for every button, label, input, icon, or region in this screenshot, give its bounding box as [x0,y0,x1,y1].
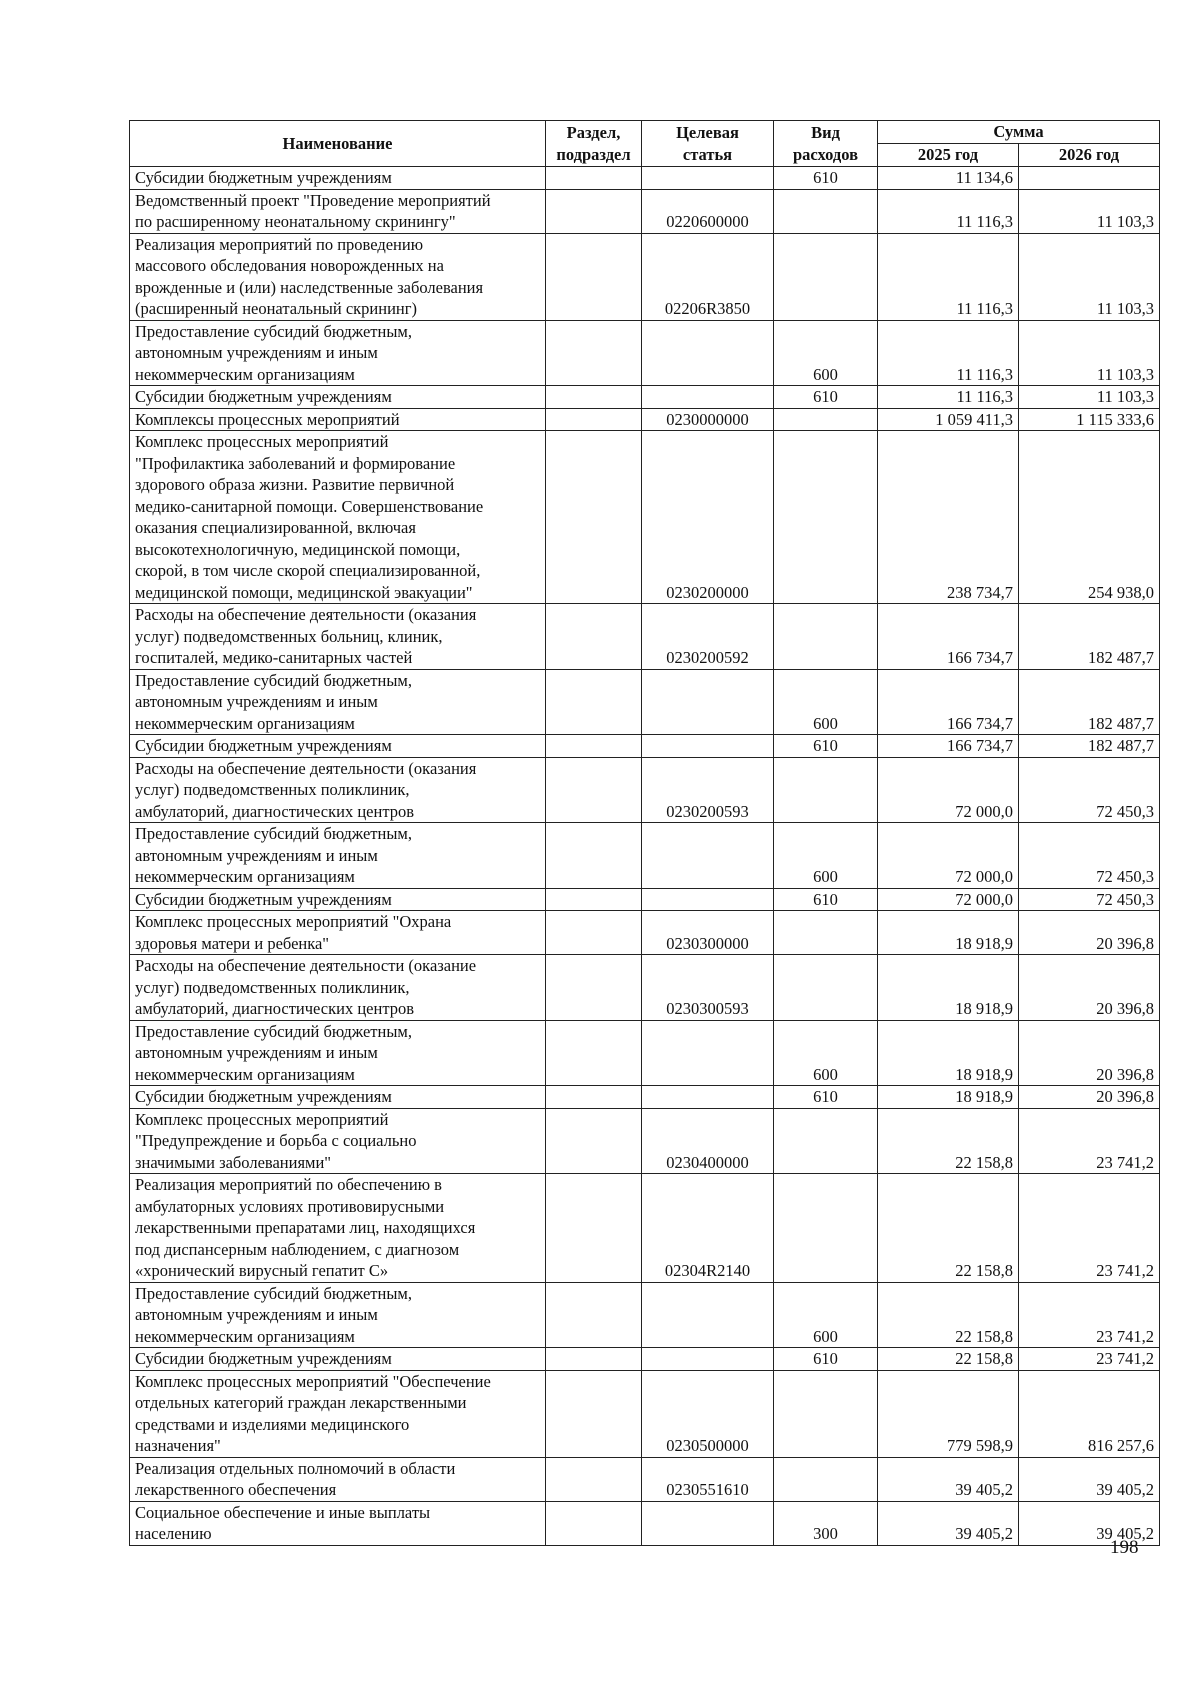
cell-section [546,1282,642,1348]
cell-sum-2025: 72 000,0 [878,757,1019,823]
cell-name: Субсидии бюджетным учреждениям [130,167,546,190]
table-row [130,233,1160,320]
table-row [130,386,1160,409]
cell-sum-2025: 11 116,3 [878,233,1019,320]
table-row [130,1348,1160,1371]
cell-sum-2025: 1 059 411,3 [878,408,1019,431]
cell-sum-2025: 18 918,9 [878,911,1019,955]
cell-sum-2025: 18 918,9 [878,1086,1019,1109]
cell-expense-type [774,233,878,320]
cell-name: Субсидии бюджетным учреждениям [130,1348,546,1371]
cell-name: Социальное обеспечение и иные выплаты населению [130,1501,546,1545]
cell-sum-2025: 39 405,2 [878,1501,1019,1545]
cell-sum-2025: 779 598,9 [878,1370,1019,1457]
table-row [130,1370,1160,1457]
cell-section [546,669,642,735]
table-row [130,1282,1160,1348]
cell-name: Предоставление субсидий бюджетным, автономным учреждениям и иным некоммерческим организациям [130,1020,546,1086]
cell-sum-2025: 22 158,8 [878,1348,1019,1371]
cell-sum-2025: 11 116,3 [878,189,1019,233]
cell-sum-2026: 39 405,2 [1019,1501,1160,1545]
cell-expense-type [774,911,878,955]
cell-expense-type [774,955,878,1021]
cell-expense-type: 610 [774,888,878,911]
cell-expense-type: 600 [774,823,878,889]
cell-name: Ведомственный проект "Проведение мероприятий по расширенному неонатальному скринингу" [130,189,546,233]
cell-expense-type [774,1108,878,1174]
cell-name: Субсидии бюджетным учреждениям [130,1086,546,1109]
cell-sum-2026: 23 741,2 [1019,1108,1160,1174]
table-row [130,167,1160,190]
cell-name: Реализация отдельных полномочий в области лекарственного обеспечения [130,1457,546,1501]
cell-expense-type [774,1457,878,1501]
header-name: Наименование [130,121,546,167]
cell-target [642,823,774,889]
cell-section [546,757,642,823]
cell-section [546,320,642,386]
cell-sum-2026: 11 103,3 [1019,189,1160,233]
cell-expense-type: 600 [774,1020,878,1086]
cell-sum-2025: 166 734,7 [878,669,1019,735]
cell-name: Комплекс процессных мероприятий "Охрана здоровья матери и ребенка" [130,911,546,955]
cell-section [546,911,642,955]
cell-name: Расходы на обеспечение деятельности (оказания услуг) подведомственных больниц, клиник, госпиталей, медико-санитарных частей [130,604,546,670]
table-row [130,1501,1160,1545]
cell-target [642,386,774,409]
cell-expense-type: 610 [774,1086,878,1109]
table-row [130,408,1160,431]
cell-expense-type: 600 [774,1282,878,1348]
cell-sum-2026: 182 487,7 [1019,604,1160,670]
budget-table [129,120,1160,1546]
table-header [130,121,1160,167]
cell-section [546,431,642,604]
cell-section [546,233,642,320]
cell-target [642,735,774,758]
cell-target [642,1020,774,1086]
cell-sum-2025: 238 734,7 [878,431,1019,604]
page-number: 198 [1110,1537,1139,1558]
cell-name: Комплексы процессных мероприятий [130,408,546,431]
cell-sum-2025: 11 134,6 [878,167,1019,190]
cell-sum-2025: 72 000,0 [878,888,1019,911]
cell-expense-type [774,604,878,670]
cell-sum-2026: 20 396,8 [1019,1020,1160,1086]
cell-sum-2026: 72 450,3 [1019,888,1160,911]
cell-target: 0230551610 [642,1457,774,1501]
cell-name: Реализация мероприятий по обеспечению в амбулаторных условиях противовирусными лекарственными препаратами лиц, находящихся под диспансерным наблюдением, с диагнозом «хронический вирусный гепатит С» [130,1174,546,1283]
table-row [130,431,1160,604]
cell-sum-2025: 166 734,7 [878,604,1019,670]
table-row [130,1457,1160,1501]
cell-sum-2026: 20 396,8 [1019,955,1160,1021]
cell-sum-2025: 18 918,9 [878,955,1019,1021]
cell-name: Субсидии бюджетным учреждениям [130,386,546,409]
cell-name: Субсидии бюджетным учреждениям [130,888,546,911]
table-row [130,1086,1160,1109]
cell-sum-2026 [1019,167,1160,190]
header-target: Целевая статья [642,121,774,167]
cell-name: Комплекс процессных мероприятий "Обеспечение отдельных категорий граждан лекарственными средствами и изделиями медицинского назначения" [130,1370,546,1457]
cell-sum-2026: 11 103,3 [1019,233,1160,320]
cell-sum-2025: 39 405,2 [878,1457,1019,1501]
header-year-2025: 2025 год [878,144,1019,167]
cell-name: Предоставление субсидий бюджетным, автономным учреждениям и иным некоммерческим организациям [130,1282,546,1348]
cell-target: 0230200593 [642,757,774,823]
cell-name: Предоставление субсидий бюджетным, автономным учреждениям и иным некоммерческим организациям [130,320,546,386]
cell-sum-2025: 22 158,8 [878,1174,1019,1283]
cell-target: 0230200000 [642,431,774,604]
cell-sum-2026: 72 450,3 [1019,823,1160,889]
cell-expense-type: 610 [774,386,878,409]
cell-expense-type [774,189,878,233]
cell-target [642,320,774,386]
cell-name: Расходы на обеспечение деятельности (оказания услуг) подведомственных поликлиник, амбулаторий, диагностических центров [130,757,546,823]
table-row [130,735,1160,758]
cell-target [642,1501,774,1545]
cell-expense-type: 610 [774,1348,878,1371]
cell-section [546,1501,642,1545]
table-row [130,955,1160,1021]
cell-sum-2026: 816 257,6 [1019,1370,1160,1457]
cell-target: 0230200592 [642,604,774,670]
table-row [130,1174,1160,1283]
header-year-2026: 2026 год [1019,144,1160,167]
cell-expense-type: 300 [774,1501,878,1545]
cell-target [642,888,774,911]
cell-name: Предоставление субсидий бюджетным, автономным учреждениям и иным некоммерческим организациям [130,669,546,735]
cell-target [642,669,774,735]
cell-sum-2026: 20 396,8 [1019,911,1160,955]
cell-section [546,604,642,670]
header-section: Раздел, подраздел [546,121,642,167]
cell-target: 0230300000 [642,911,774,955]
cell-expense-type: 610 [774,167,878,190]
cell-sum-2025: 22 158,8 [878,1282,1019,1348]
cell-target [642,167,774,190]
cell-section [546,386,642,409]
cell-expense-type: 610 [774,735,878,758]
cell-sum-2026: 39 405,2 [1019,1457,1160,1501]
cell-name: Комплекс процессных мероприятий "Предупреждение и борьба с социально значимыми заболеваниями" [130,1108,546,1174]
cell-section [546,888,642,911]
cell-sum-2026: 182 487,7 [1019,669,1160,735]
cell-sum-2026: 1 115 333,6 [1019,408,1160,431]
cell-sum-2025: 166 734,7 [878,735,1019,758]
header-sum: Сумма [878,121,1160,144]
cell-target [642,1086,774,1109]
cell-target: 02304R2140 [642,1174,774,1283]
table-row [130,1020,1160,1086]
cell-name: Реализация мероприятий по проведению массового обследования новорожденных на врожденные и (или) наследственные заболевания (расширенный неонатальный скрининг) [130,233,546,320]
cell-name: Расходы на обеспечение деятельности (оказание услуг) подведомственных поликлиник, амбулаторий, диагностических центров [130,955,546,1021]
cell-expense-type [774,1174,878,1283]
cell-section [546,167,642,190]
cell-target [642,1282,774,1348]
cell-name: Предоставление субсидий бюджетным, автономным учреждениям и иным некоммерческим организациям [130,823,546,889]
cell-sum-2026: 23 741,2 [1019,1174,1160,1283]
cell-expense-type [774,408,878,431]
table-row [130,189,1160,233]
cell-section [546,1020,642,1086]
table-row [130,604,1160,670]
cell-expense-type [774,757,878,823]
cell-expense-type: 600 [774,669,878,735]
cell-section [546,735,642,758]
cell-section [546,1108,642,1174]
cell-name: Комплекс процессных мероприятий "Профилактика заболеваний и формирование здорового образа жизни. Развитие первичной медико-санитарной помощи. Совершенствование оказания специализированной, включая высокотехнологичную, медицинской помощи, скорой, в том числе скорой специализированной, медицинской помощи, медицинской эвакуации" [130,431,546,604]
cell-sum-2025: 18 918,9 [878,1020,1019,1086]
header-expense-type: Вид расходов [774,121,878,167]
cell-sum-2026: 23 741,2 [1019,1282,1160,1348]
cell-section [546,823,642,889]
cell-section [546,1348,642,1371]
cell-sum-2026: 23 741,2 [1019,1348,1160,1371]
cell-expense-type [774,1370,878,1457]
table-row [130,757,1160,823]
cell-name: Субсидии бюджетным учреждениям [130,735,546,758]
cell-target: 02206R3850 [642,233,774,320]
cell-sum-2025: 11 116,3 [878,320,1019,386]
cell-sum-2026: 11 103,3 [1019,320,1160,386]
table-row [130,669,1160,735]
cell-target [642,1348,774,1371]
cell-sum-2026: 11 103,3 [1019,386,1160,409]
cell-sum-2025: 11 116,3 [878,386,1019,409]
cell-sum-2026: 20 396,8 [1019,1086,1160,1109]
cell-sum-2026: 182 487,7 [1019,735,1160,758]
cell-target: 0230500000 [642,1370,774,1457]
cell-section [546,1370,642,1457]
table-row [130,888,1160,911]
cell-section [546,189,642,233]
table-row [130,1108,1160,1174]
cell-sum-2025: 72 000,0 [878,823,1019,889]
table-row [130,320,1160,386]
table-body [130,167,1160,1546]
cell-section [546,408,642,431]
cell-expense-type: 600 [774,320,878,386]
cell-section [546,1174,642,1283]
cell-section [546,1457,642,1501]
cell-target: 0230000000 [642,408,774,431]
cell-expense-type [774,431,878,604]
cell-sum-2025: 22 158,8 [878,1108,1019,1174]
cell-section [546,1086,642,1109]
table-row [130,823,1160,889]
cell-section [546,955,642,1021]
cell-sum-2026: 254 938,0 [1019,431,1160,604]
cell-target: 0220600000 [642,189,774,233]
cell-target: 0230300593 [642,955,774,1021]
cell-sum-2026: 72 450,3 [1019,757,1160,823]
cell-target: 0230400000 [642,1108,774,1174]
table-row [130,911,1160,955]
